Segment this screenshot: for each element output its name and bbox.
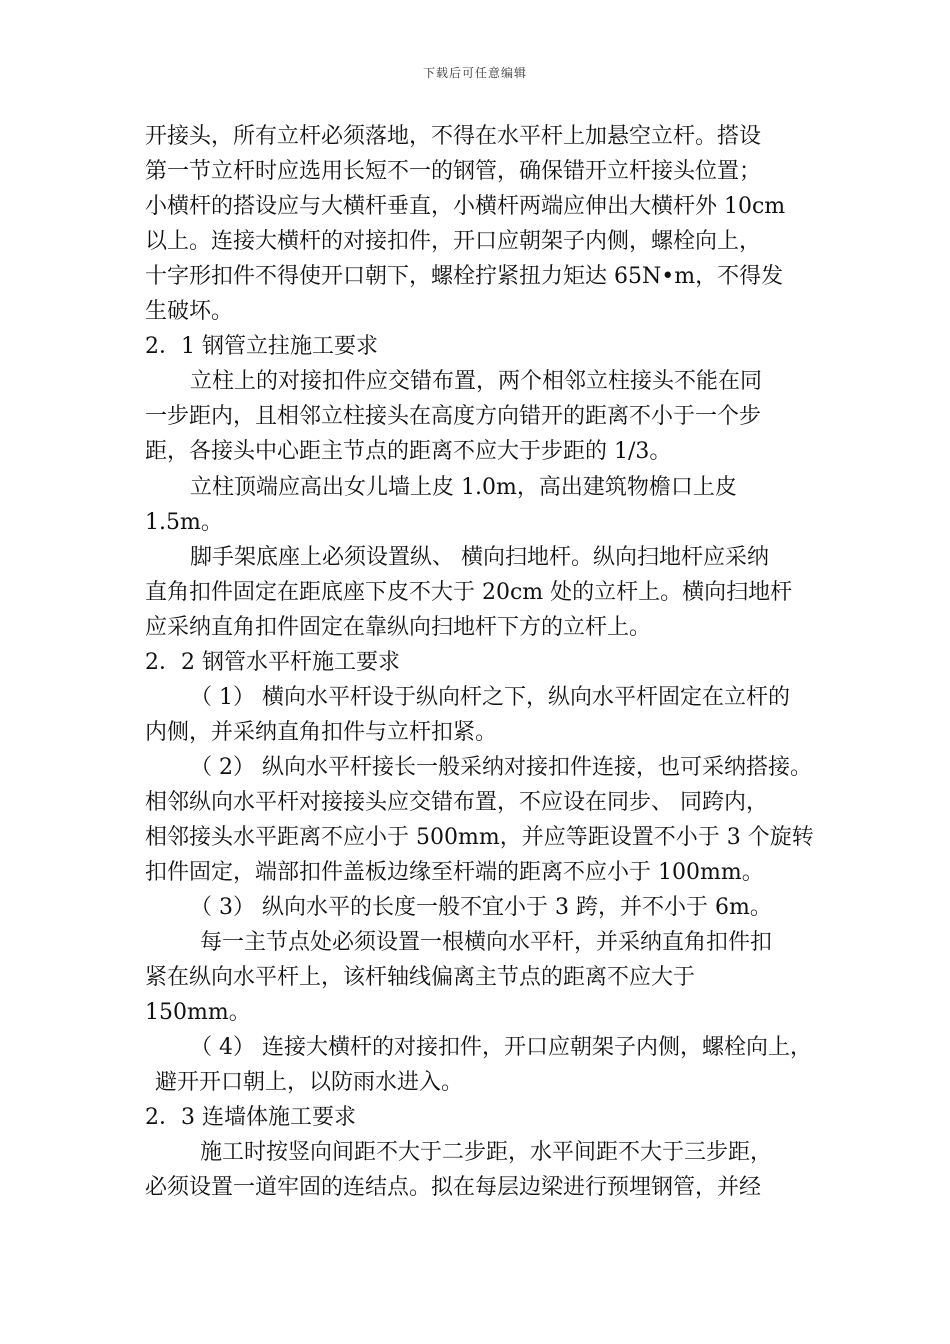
- body-line: 脚手架底座上必须设置纵、 横向扫地杆。纵向扫地杆应采纳: [190, 545, 769, 570]
- body-line: 扣件固定，端部扣件盖板边缘至杆端的距离不应小于 100mm。: [145, 860, 764, 885]
- body-line: 内侧，并采纳直角扣件与立杆扣紧。: [145, 720, 498, 745]
- body-line: 150mm。: [145, 1000, 251, 1025]
- body-line: 应采纳直角扣件固定在靠纵向扫地杆下方的立杆上。: [145, 615, 652, 640]
- body-line: 距，各接头中心距主节点的距离不应大于步距的 1/3。: [145, 439, 672, 464]
- body-line: 相邻纵向水平杆对接接头应交错布置，不应设在同步、 同跨内，: [145, 790, 768, 815]
- page-header-note: 下载后可任意编辑: [422, 66, 527, 80]
- body-line: （ 3） 纵向水平的长度一般不宜小于 3 跨，并不小于 6m。: [190, 895, 772, 920]
- body-line: 生破坏。: [145, 299, 234, 324]
- body-line: 小横杆的搭设应与大横杆垂直，小横杆两端应伸出大横杆外 10cm: [145, 194, 786, 219]
- body-line: （ 1） 横向水平杆设于纵向杆之下，纵向水平杆固定在立杆的: [190, 685, 790, 710]
- body-line: 立柱顶端应高出女儿墙上皮 1.0m，高出建筑物檐口上皮: [190, 475, 737, 500]
- body-line: 十字形扣件不得使开口朝下，螺栓拧紧扭力矩达 65N•m，不得发: [145, 264, 784, 289]
- body-line: 施工时按竖向间距不大于二步距，水平间距不大于三步距，: [200, 1140, 773, 1165]
- body-line: 一步距内，且相邻立柱接头在高度方向错开的距离不小于一个步: [145, 404, 762, 429]
- body-line: 第一节立杆时应选用长短不一的钢管，确保错开立杆接头位置；: [145, 159, 762, 184]
- section-heading: 2．3 连墙体施工要求: [145, 1105, 356, 1130]
- body-line: 以上。连接大横杆的对接扣件，开口应朝架子内侧，螺栓向上，: [145, 229, 762, 254]
- section-heading: 2．1 钢管立拄施工要求: [145, 334, 378, 359]
- body-line: 相邻接头水平距离不应小于 500mm，并应等距设置不小于 3 个旋转: [145, 825, 814, 850]
- body-line: 立柱上的对接扣件应交错布置，两个相邻立柱接头不能在同: [190, 369, 763, 394]
- body-line: 必须设置一道牢固的连结点。拟在每层边梁进行预埋钢管，并经: [145, 1175, 762, 1200]
- body-line: （ 4） 连接大横杆的对接扣件，开口应朝架子内侧，螺栓向上，: [190, 1035, 812, 1060]
- body-line: 开接头，所有立杆必须落地，不得在水平杆上加悬空立杆。搭设: [145, 124, 762, 149]
- body-line: 每一主节点处必须设置一根横向水平杆，并采纳直角扣件扣: [200, 930, 773, 955]
- body-line: 避开开口朝上，以防雨水进入。: [155, 1070, 464, 1095]
- body-line: （ 2） 纵向水平杆接长一般采纳对接扣件连接，也可采纳搭接。: [190, 755, 812, 780]
- body-line: 1.5m。: [145, 510, 223, 535]
- body-line: 紧在纵向水平杆上，该杆轴线偏离主节点的距离不应大于: [145, 965, 696, 990]
- section-heading: 2．2 钢管水平杆施工要求: [145, 650, 400, 675]
- body-line: 直角扣件固定在距底座下皮不大于 20cm 处的立杆上。横向扫地杆: [145, 580, 793, 605]
